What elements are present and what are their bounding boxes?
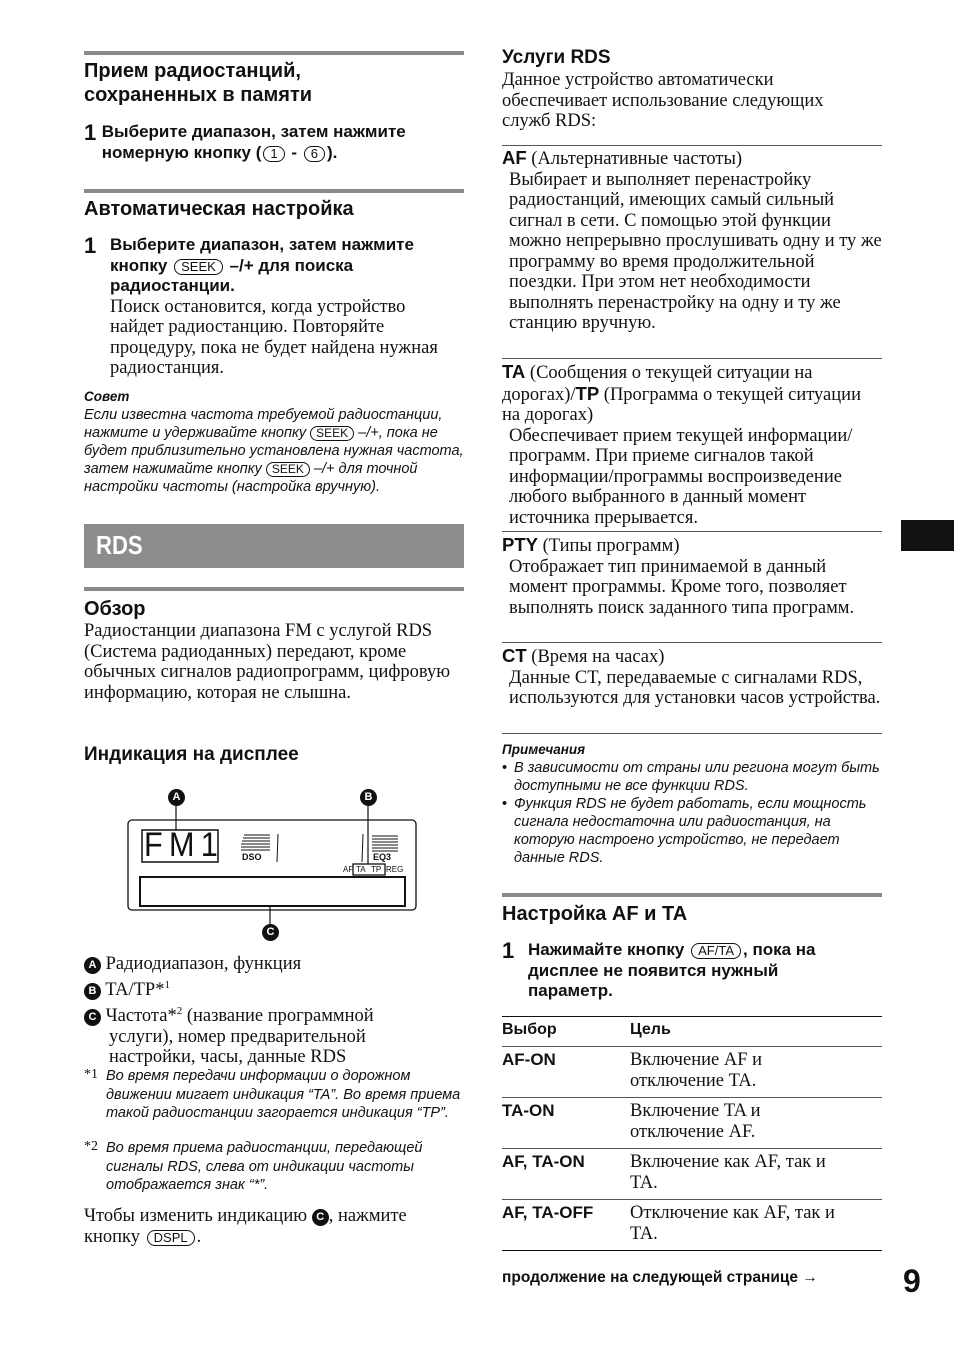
purpose-cell — [630, 1152, 826, 1193]
step-text — [110, 235, 455, 297]
legend-text: настройки, часы, данные RDS — [109, 1047, 347, 1068]
step-text — [102, 122, 474, 163]
column-header: Цель — [630, 1021, 671, 1038]
step-line: параметр. — [528, 981, 613, 1000]
display-ta-text: TA — [356, 865, 366, 874]
table-rule — [502, 1148, 882, 1149]
table-rule — [502, 1199, 882, 1200]
dspl-key: DSPL — [147, 1230, 195, 1246]
rds-banner — [84, 524, 464, 568]
tip-text-part: Если известна частота требуемой радиостанции, нажмите и удерживайте кнопку — [84, 407, 443, 441]
legend-text: Радиодиапазон, функция — [105, 954, 302, 974]
step-text — [528, 940, 816, 1002]
table-rule — [502, 1046, 882, 1047]
step — [84, 122, 474, 163]
callout-a: A — [168, 789, 185, 806]
divider — [502, 733, 882, 734]
legend-text: TA/TP* — [105, 979, 165, 1000]
step-text-part: ). — [326, 142, 338, 162]
footnote-text: Во время передачи информации о дорожном движении мигает индикация “TA”. Во время приема такой радиостанции загорается индикация “TP”. — [106, 1068, 461, 1121]
service-term: PTY — [502, 534, 538, 555]
thumb-tab — [901, 520, 954, 551]
section-rule — [84, 189, 464, 193]
section-rule — [84, 587, 464, 591]
purpose-line: TA. — [630, 1223, 658, 1244]
tip-text-part: –/+, пока не будет приблизительно установлена нужная частота, затем нажимайте кнопку — [84, 425, 464, 477]
change-text: . — [196, 1226, 202, 1247]
bullet: • — [502, 760, 508, 776]
seek-key: SEEK — [174, 259, 223, 275]
section-title-text: Обзор — [84, 598, 146, 620]
overview-text: Радиостанции диапазона FM с услугой RDS (Система радиоданных) передают, кроме обычных сигналов радиопрограмм, цифровую информацию, которая не слышна. — [84, 621, 451, 703]
service-term: TA — [502, 361, 526, 382]
display-eq-text: EQ3 — [373, 852, 392, 862]
legend-text: услуги), номер предварительной — [109, 1026, 366, 1047]
purpose-cell — [630, 1101, 761, 1142]
page-number: 9 — [903, 1263, 921, 1299]
subsection-title-text: Индикация на дисплее — [84, 744, 299, 765]
footnote-2 — [84, 1139, 464, 1195]
display-tp-text: TP — [371, 865, 382, 874]
notes-block — [502, 741, 882, 867]
step-number: 1 — [84, 120, 97, 145]
service-title — [502, 535, 882, 557]
section-rule — [84, 51, 464, 55]
af-ta-key: AF/TA — [691, 943, 741, 959]
tip-text — [84, 406, 464, 496]
notes-title: Примечания — [502, 742, 586, 757]
step-line: –/+ для поиска — [224, 255, 354, 275]
step-number: 1 — [502, 938, 515, 963]
step — [84, 235, 474, 379]
step-line: кнопку — [110, 255, 173, 275]
section-title-text: Автоматическая настройка — [84, 198, 354, 220]
callout-b: B — [360, 789, 377, 806]
change-indication-text — [84, 1206, 464, 1247]
continue-note: продолжение на следующей странице → — [502, 1269, 818, 1286]
step-line: Нажимайте кнопку — [528, 940, 690, 959]
tip-block — [84, 388, 464, 496]
service-desc: Данные CT, передаваемые с сигналами RDS, используются для установки часов устройства. — [509, 667, 881, 708]
callout-c: C — [262, 924, 279, 941]
step-line: Выберите диапазон, затем нажмите — [110, 235, 414, 254]
service-pty — [502, 535, 882, 618]
table-rule — [502, 1250, 882, 1251]
button-6-key: 6 — [304, 146, 325, 162]
tip-title: Совет — [84, 389, 130, 404]
footnote-mark: *1 — [84, 1067, 98, 1082]
purpose-line: Включение AF и — [630, 1050, 763, 1070]
note-item — [502, 759, 882, 795]
note-text: В зависимости от страны или региона могут быть доступными не все функции RDS. — [514, 760, 880, 794]
service-name: (Программа о текущей ситуации на дорогах) — [502, 384, 861, 425]
callout-c: C — [312, 1209, 329, 1226]
section-title — [502, 902, 687, 926]
rds-banner-title: RDS — [96, 530, 143, 560]
column-header: Выбор — [502, 1021, 557, 1038]
step-dash: - — [286, 142, 302, 162]
display-af-text: AF — [343, 865, 354, 874]
footnote-ref: 2 — [176, 1005, 183, 1018]
section-title — [84, 597, 146, 621]
callout-b: B — [84, 983, 101, 1000]
service-title — [502, 362, 882, 426]
service-name: (Типы программ) — [537, 536, 680, 556]
step-line: дисплее не появится нужный — [528, 960, 779, 980]
option-cell: TA-ON — [502, 1101, 555, 1120]
purpose-line: отключение TA. — [630, 1070, 757, 1091]
step-number: 1 — [84, 233, 97, 258]
display-legend — [84, 954, 464, 1068]
step-content — [110, 235, 455, 379]
service-ct — [502, 646, 882, 709]
seek-key: SEEK — [266, 462, 310, 477]
section-title-text: Настройка AF и TA — [502, 903, 688, 925]
section-title — [502, 46, 611, 70]
service-name: (Сообщения о текущей ситуации на дорогах)/ — [502, 363, 813, 405]
seek-key: SEEK — [310, 426, 354, 441]
divider — [502, 145, 882, 146]
display-band-text: FM1 — [144, 826, 225, 864]
service-name: (Время на часах) — [526, 647, 665, 667]
purpose-line: TA. — [630, 1172, 658, 1193]
service-desc: Выбирает и выполняет перенастройку радиостанций, имеющих самый сильный сигнал в сети. С помощью этой функции можно непрерывно прослушивать одну и ту же программу во время продолжительной поездки. При этом нет необходимости выполнять перенастройку на одну и ту же станцию вручную. — [509, 169, 882, 333]
note-item — [502, 795, 882, 867]
service-ta-tp — [502, 362, 882, 528]
callout-a: A — [84, 957, 101, 974]
purpose-cell — [630, 1050, 762, 1091]
display-illustration — [120, 786, 420, 946]
step-line: радиостанции. — [110, 276, 235, 295]
footnote-ref: 1 — [164, 978, 170, 991]
callout-c: C — [84, 1009, 101, 1026]
af-ta-table — [502, 1016, 882, 1252]
option-cell: AF-ON — [502, 1050, 556, 1069]
purpose-line: Включение TA и — [630, 1101, 761, 1121]
legend-item-b — [84, 975, 464, 1001]
section-title-text: Услуги RDS — [502, 47, 611, 68]
option-cell: AF, TA-ON — [502, 1152, 585, 1171]
change-text: кнопку — [84, 1226, 145, 1247]
purpose-line: отключение AF. — [630, 1121, 756, 1142]
service-term: TP — [575, 382, 600, 404]
divider — [502, 642, 882, 643]
service-name: (Альтернативные частоты) — [526, 149, 743, 169]
service-af — [502, 148, 882, 334]
table-header — [502, 1020, 882, 1046]
purpose-line: Отключение как AF, так и — [630, 1203, 835, 1223]
footnote-text: Во время приема радиостанции, передающей сигналы RDS, слева от индикации частоты отображается знак “*”. — [106, 1140, 423, 1193]
change-text: , нажмите — [328, 1206, 407, 1226]
service-desc: Отображает тип принимаемой в данный момент программы. Кроме того, позволяет выполнять поиск заданного типа программ. — [509, 556, 855, 618]
step-line: , пока на — [743, 940, 816, 959]
legend-item-a — [84, 954, 464, 975]
display-dso-text: DSO — [242, 852, 262, 862]
legend-item-c — [84, 1001, 464, 1068]
tip-text-part: –/+ для точной настройки частоты (настройка вручную). — [84, 461, 418, 495]
step-description: Поиск остановится, когда устройство найдет радиостанцию. Повторяйте процедуру, пока не будет найдена нужная радиостанция. — [110, 296, 438, 378]
display-reg-text: REG — [386, 865, 404, 874]
table-rule — [502, 1016, 882, 1017]
step-text-part: Выберите диапазон, затем нажмите номерную кнопку ( — [101, 122, 406, 162]
section-rule — [502, 893, 882, 897]
step — [502, 940, 892, 1002]
service-title — [502, 148, 882, 170]
purpose-line: Включение как AF, так и — [630, 1152, 826, 1172]
service-desc: Обеспечивает прием текущей информации/программ. При приеме сигналов такой информации/программы воспроизведение любого выбранного в данный момент источника прерывается. — [509, 425, 853, 528]
divider — [502, 531, 882, 532]
subsection-title — [84, 743, 299, 767]
section-title — [84, 59, 464, 107]
footnote-1 — [84, 1067, 464, 1123]
service-term: CT — [502, 645, 527, 666]
services-intro: Данное устройство автоматически обеспечивает использование следующих служб RDS: — [502, 70, 824, 131]
button-1-key: 1 — [263, 146, 284, 162]
service-title — [502, 646, 882, 668]
service-term: AF — [502, 147, 527, 168]
bullet: • — [502, 796, 508, 812]
legend-text: (название программной — [182, 1006, 374, 1027]
section-title — [84, 197, 354, 221]
change-text: Чтобы изменить индикацию — [84, 1206, 312, 1226]
purpose-cell — [630, 1203, 835, 1244]
table-rule — [502, 1097, 882, 1098]
title-line: Прием радиостанций, — [84, 60, 301, 82]
legend-text: Частота* — [105, 1006, 177, 1027]
divider — [502, 358, 882, 359]
option-cell: AF, TA-OFF — [502, 1203, 594, 1222]
footnote-mark: *2 — [84, 1139, 98, 1154]
title-line: сохраненных в памяти — [84, 84, 313, 106]
note-text: Функция RDS не будет работать, если мощность сигнала недостаточна или радиостанция, на которую настроено устройство, не передает данные RDS. — [514, 796, 867, 866]
